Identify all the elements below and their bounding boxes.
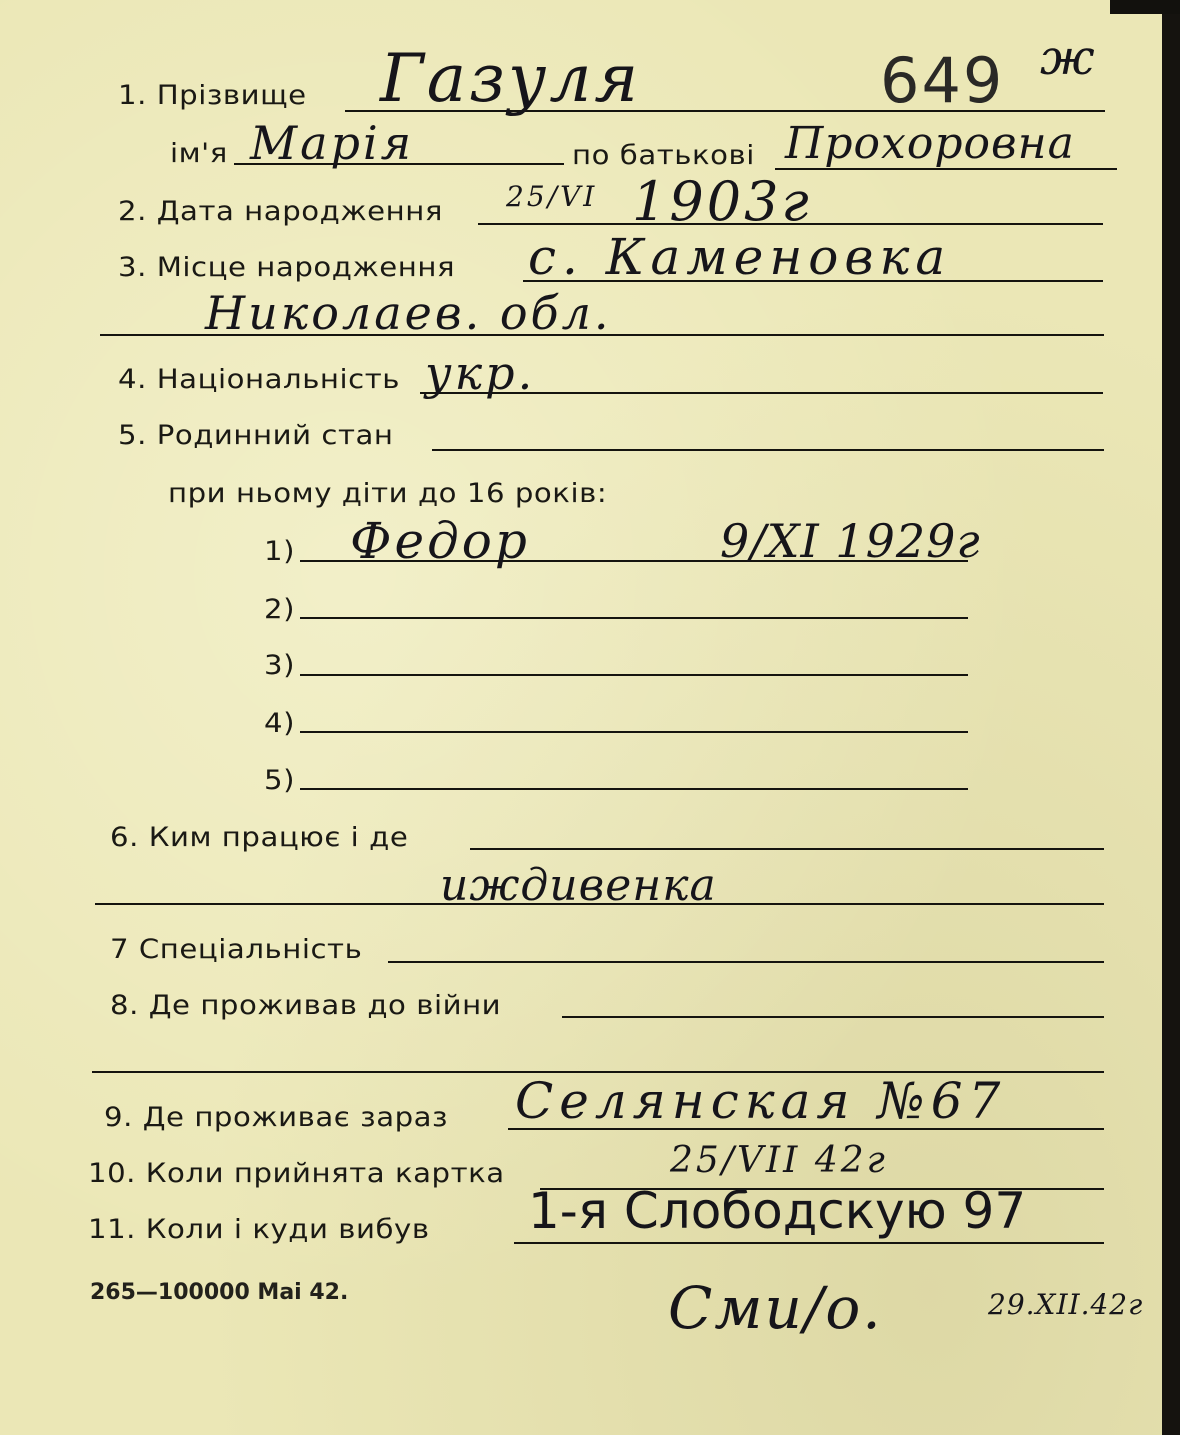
birth-date-day: 25/VI: [506, 180, 598, 213]
card-number: 649: [880, 44, 1005, 117]
occupation-value: иждивенка: [440, 860, 717, 911]
prewar-residence-line: [562, 1016, 1104, 1018]
birth-date-label: 2. Дата народження: [118, 196, 443, 227]
card-accepted-label: 10. Коли прийнята картка: [88, 1158, 505, 1189]
birth-place-label: 3. Місце народження: [118, 252, 456, 283]
scan-edge-top: [1110, 0, 1180, 14]
child-3-number: 3): [264, 650, 296, 681]
birth-place-value: с. Каменовка: [528, 228, 952, 286]
child-4-line: [300, 731, 968, 733]
child-2-number: 2): [264, 594, 296, 625]
scan-edge-right: [1162, 0, 1180, 1435]
child-5-line: [300, 788, 968, 790]
specialty-line: [388, 961, 1104, 963]
nationality-value: укр.: [425, 346, 536, 400]
surname-label: 1. Прізвище: [118, 80, 307, 111]
child-5-number: 5): [264, 765, 296, 796]
departure-value: 1-я Слободскую 97: [528, 1182, 1027, 1240]
patronymic-value: Прохоровна: [785, 118, 1075, 169]
card-number-suffix: ж: [1040, 30, 1098, 86]
card-accepted-date: 25/VII 42г: [670, 1140, 888, 1181]
occupation-line: [470, 848, 1104, 850]
child-1-number: 1): [264, 536, 296, 567]
child-1-name: Федор: [350, 512, 530, 570]
prewar-residence-label: 8. Де проживав до війни: [110, 990, 502, 1021]
family-status-label: 5. Родинний стан: [118, 420, 394, 451]
departure-date: 29.XII.42г: [988, 1288, 1144, 1321]
family-status-line: [432, 449, 1104, 451]
print-code: 265—100000 Mai 42.: [90, 1280, 349, 1305]
current-residence-label: 9. Де проживає зараз: [104, 1102, 449, 1133]
departure-label: 11. Коли і куди вибув: [88, 1214, 430, 1245]
children-label: при ньому діти до 16 років:: [168, 478, 608, 509]
child-1-date: 9/XI 1929г: [720, 514, 981, 568]
occupation-label: 6. Ким працює і де: [110, 822, 409, 853]
current-residence-value: Селянская №67: [515, 1072, 1007, 1130]
child-3-line: [300, 674, 968, 676]
patronymic-label: по батькові: [572, 140, 755, 171]
departure-line: [514, 1242, 1104, 1244]
child-4-number: 4): [264, 708, 296, 739]
birth-date-year: 1903г: [632, 170, 812, 233]
surname-value: Газуля: [380, 40, 642, 117]
child-2-line: [300, 617, 968, 619]
nationality-label: 4. Національність: [118, 364, 400, 395]
signature: Сми/о.: [668, 1274, 883, 1342]
first-name-label: ім'я: [170, 138, 228, 169]
specialty-label: 7 Спеціальність: [110, 934, 363, 965]
birth-place-value-2: Николаев. обл.: [205, 286, 612, 340]
first-name-value: Марія: [250, 116, 415, 170]
